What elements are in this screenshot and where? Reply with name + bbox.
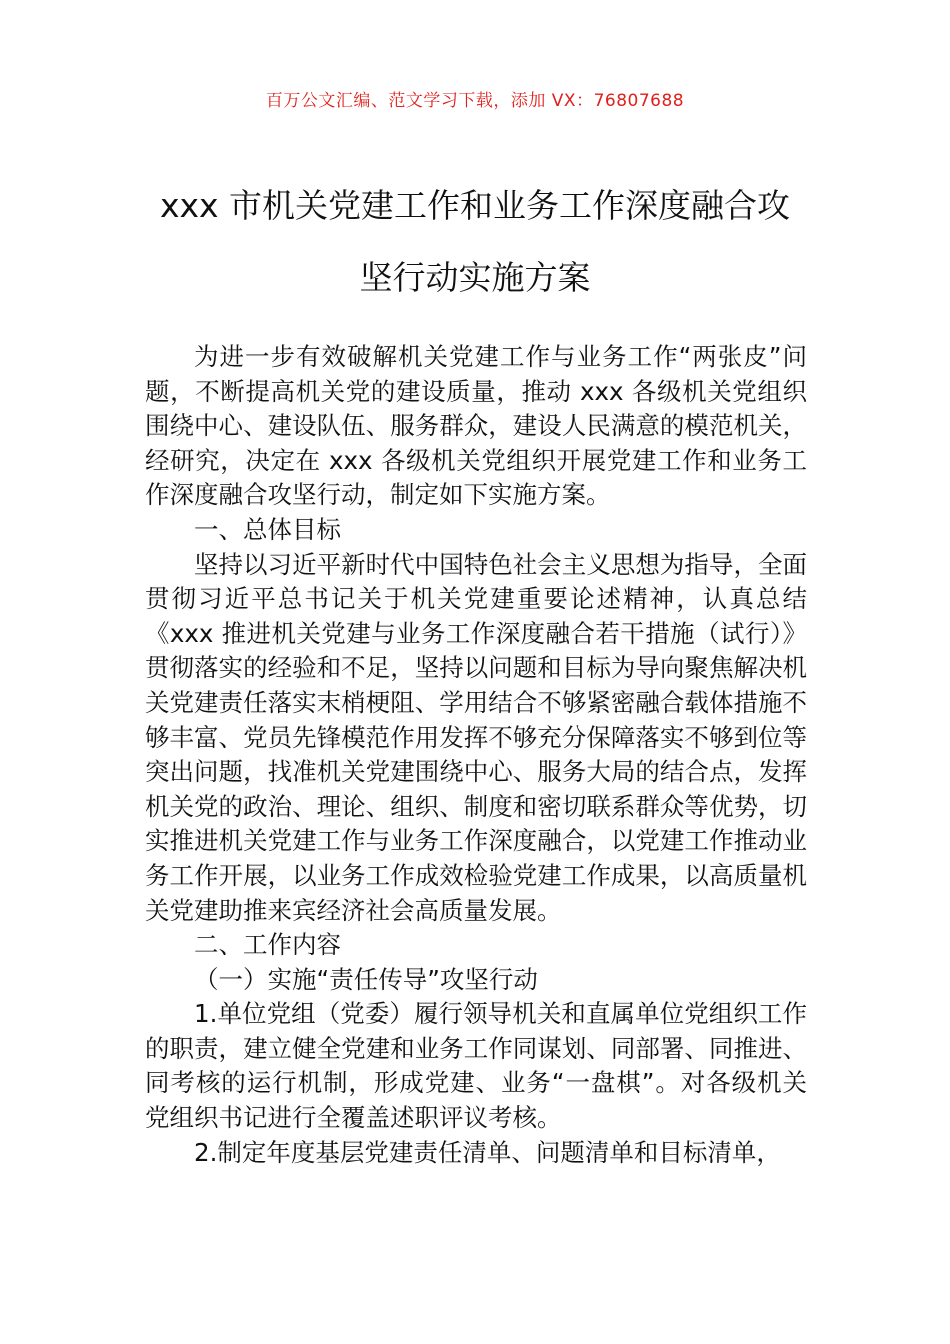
title-line-1: xxx 市机关党建工作和业务工作深度融合攻 bbox=[159, 186, 791, 225]
header-note: 百万公文汇编、范文学习下载，添加 VX：76807688 bbox=[265, 91, 685, 111]
section-heading-1: 一、总体目标 bbox=[194, 514, 341, 544]
paragraph-item-1: 1.单位党组（党委）履行领导机关和直属单位党组织工作的职责，建立健全党建和业务工作同谋划、同部署、同推进、同考核的运行机制，形成党建、业务“一盘棋”。对各级机关党组织书记进行全覆盖述职评议考核。 bbox=[145, 999, 807, 1133]
document-body bbox=[145, 340, 807, 1170]
document-title bbox=[120, 170, 830, 314]
section-heading-2: 二、工作内容 bbox=[194, 930, 341, 960]
paragraph-goal: 坚持以习近平新时代中国特色社会主义思想为指导，全面贯彻习近平总书记关于机关党建重要论述精神，认真总结《xxx 推进机关党建与业务工作深度融合若干措施（试行）》贯彻落实的经验和不足，坚持以问题和目标为导向聚焦解决机关党建责任落实末梢梗阻、学用结合不够紧密融合载体措施不够丰富、党员先锋模范作用发挥不够充分保障落实不够到位等突出问题，找准机关党建围绕中心、服务大局的结合点，发挥机关党的政治、理论、组织、制度和密切联系群众等优势，切实推进机关党建工作与业务工作深度融合，以党建工作推动业务工作开展，以业务工作成效检验党建工作成果，以高质量机关党建助推来宾经济社会高质量发展。 bbox=[145, 549, 807, 925]
paragraph-intro: 为进一步有效破解机关党建工作与业务工作“两张皮”问题，不断提高机关党的建设质量，推动 xxx 各级机关党组织围绕中心、建设队伍、服务群众，建设人民满意的模范机关，经研究，决定在 xxx 各级机关党组织开展党建工作和业务工作深度融合攻坚行动，制定如下实施方案。 bbox=[145, 342, 807, 510]
paragraph-item-2: 2.制定年度基层党建责任清单、问题清单和目标清单， bbox=[194, 1137, 781, 1167]
title-line-2: 坚行动实施方案 bbox=[359, 258, 591, 297]
subsection-heading-1: （一）实施“责任传导”攻坚行动 bbox=[194, 964, 538, 994]
